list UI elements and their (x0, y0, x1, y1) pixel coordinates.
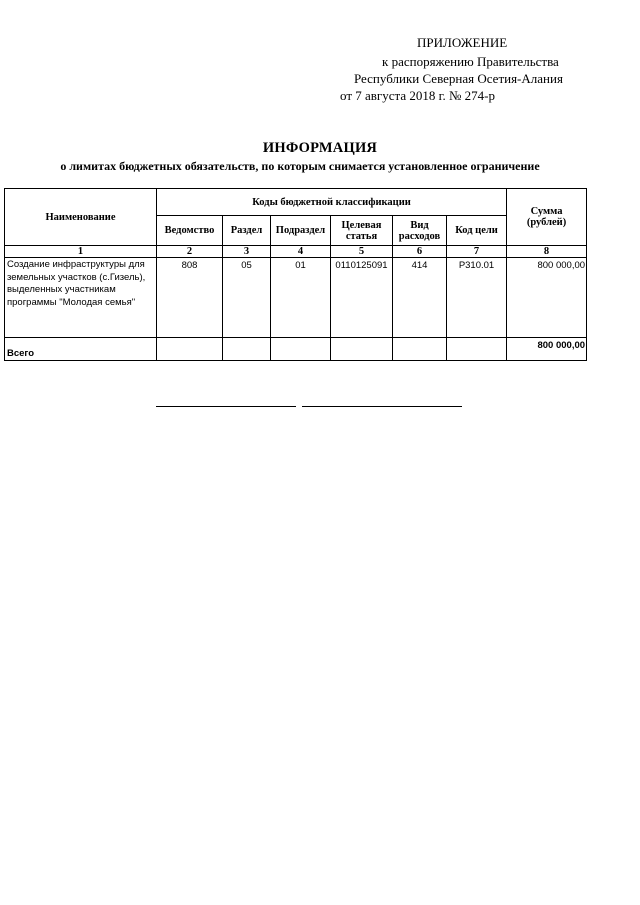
column-number: 2 (157, 246, 223, 258)
row-expense-type: 414 (393, 258, 447, 338)
header-goal-code: Код цели (447, 216, 507, 246)
total-amount: 800 000,00 (507, 338, 587, 361)
total-label: Всего (5, 338, 157, 361)
appendix-line-3: от 7 августа 2018 г. № 274-р (340, 88, 495, 103)
signature-line (302, 406, 462, 407)
document-subtitle: о лимитах бюджетных обязательств, по которым снимается установленное ограничение (60, 159, 540, 173)
appendix-title: ПРИЛОЖЕНИЕ (417, 35, 508, 50)
row-subsection: 01 (271, 258, 331, 338)
header-subsection: Подраздел (271, 216, 331, 246)
row-department: 808 (157, 258, 223, 338)
header-amount: Сумма (рублей) (507, 189, 587, 246)
table-row (5, 258, 587, 338)
total-empty-cell (271, 338, 331, 361)
column-number: 1 (5, 246, 157, 258)
column-number: 8 (507, 246, 587, 258)
total-empty-cell (393, 338, 447, 361)
header-row-1 (5, 189, 587, 216)
total-empty-cell (331, 338, 393, 361)
row-name: Создание инфраструктуры для земельных участков (с.Гизель), выделенных участникам программы "Молодая семья" (5, 258, 157, 338)
row-target-item: 0110125091 (331, 258, 393, 338)
signature-line (156, 406, 296, 407)
column-numbers-row (5, 246, 587, 258)
total-empty-cell (157, 338, 223, 361)
column-number: 7 (447, 246, 507, 258)
total-row (5, 338, 587, 361)
column-number: 5 (331, 246, 393, 258)
row-section: 05 (223, 258, 271, 338)
row-goal-code: Р310.01 (447, 258, 507, 338)
budget-limits-table (4, 188, 587, 361)
header-section: Раздел (223, 216, 271, 246)
appendix-line-2: Республики Северная Осетия-Алания (354, 71, 563, 86)
header-name: Наименование (5, 189, 157, 246)
total-empty-cell (223, 338, 271, 361)
header-codes-group: Коды бюджетной классификации (157, 189, 507, 216)
appendix-line-1: к распоряжению Правительства (382, 54, 559, 69)
column-number: 4 (271, 246, 331, 258)
row-amount: 800 000,00 (507, 258, 587, 338)
column-number: 3 (223, 246, 271, 258)
header-expense-type: Вид расходов (393, 216, 447, 246)
header-target-item: Целевая статья (331, 216, 393, 246)
column-number: 6 (393, 246, 447, 258)
document-title: ИНФОРМАЦИЯ (262, 140, 378, 156)
header-department: Ведомство (157, 216, 223, 246)
total-empty-cell (447, 338, 507, 361)
